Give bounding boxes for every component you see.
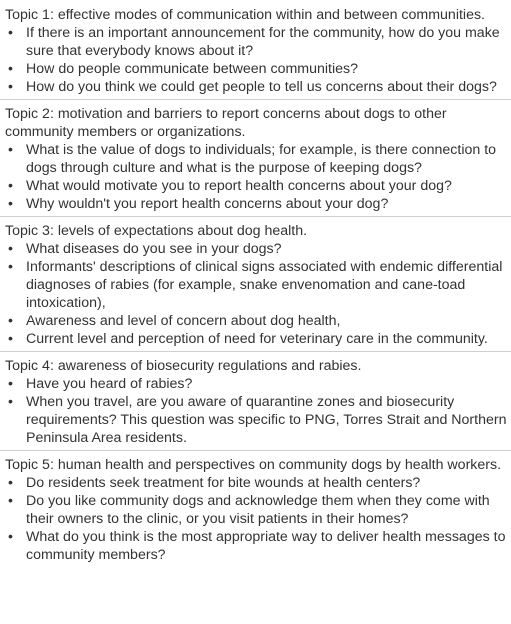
question-list [4,240,507,348]
question-text: Awareness and level of concern about dog health, [26,313,341,329]
question-text: What would motivate you to report health concerns about your dog? [26,178,452,194]
topic-section-1 [0,0,511,99]
list-item [4,528,507,564]
question-text: Do residents seek treatment for bite wounds at health centers? [26,475,421,491]
list-item [4,240,507,258]
question-list [4,24,507,96]
bullet-icon: • [8,493,13,509]
list-item [4,474,507,492]
question-text: How do people communicate between communities? [26,61,359,77]
bullet-icon: • [8,529,13,545]
list-item [4,258,507,312]
list-item [4,393,507,447]
bullet-icon: • [8,241,13,257]
topic-section-4 [0,351,511,450]
bullet-icon: • [8,79,13,95]
question-text: If there is an important announcement for the community, how do you make sure that everybody knows about it? [26,25,500,59]
bullet-icon: • [8,142,13,158]
question-list [4,141,507,213]
question-text: Informants' descriptions of clinical signs associated with endemic differential diagnoses of rabies (for example, snake envenomation and cane-toad intoxication), [26,259,503,311]
question-text: Why wouldn't you report health concerns about your dog? [26,196,389,212]
list-item [4,195,507,213]
question-text: What is the value of dogs to individuals; for example, is there connection to dogs through culture and what is the purpose of keeping dogs? [26,142,497,176]
list-item [4,60,507,78]
question-text: How do you think we could get people to tell us concerns about their dogs? [26,79,497,95]
list-item [4,177,507,195]
topic-title: Topic 2: motivation and barriers to report concerns about dogs to other community members or organizations. [5,106,447,140]
question-text: Current level and perception of need for veterinary care in the community. [26,331,488,347]
bullet-icon: • [8,475,13,491]
bullet-icon: • [8,61,13,77]
topic-section-5 [0,450,511,567]
list-item [4,312,507,330]
question-text: What do you think is the most appropriate way to deliver health messages to community members? [26,529,506,563]
list-item [4,492,507,528]
topic-section-3 [0,216,511,351]
list-item [4,330,507,348]
topic-title: Topic 1: effective modes of communication within and between communities. [5,7,485,23]
list-item [4,141,507,177]
bullet-icon: • [8,394,13,410]
bullet-icon: • [8,313,13,329]
list-item [4,78,507,96]
bullet-icon: • [8,259,13,275]
question-text: When you travel, are you aware of quarantine zones and biosecurity requirements? This question was specific to PNG, Torres Strait and Northern Peninsula Area residents. [26,394,507,446]
topic-section-2 [0,99,511,216]
list-item [4,375,507,393]
bullet-icon: • [8,25,13,41]
question-text: Do you like community dogs and acknowledge them when they come with their owners to the clinic, or you visit patients in their homes? [26,493,490,527]
bullet-icon: • [8,376,13,392]
topic-title: Topic 4: awareness of biosecurity regulations and rabies. [5,358,362,374]
question-text: What diseases do you see in your dogs? [26,241,282,257]
question-text: Have you heard of rabies? [26,376,193,392]
question-list [4,474,507,564]
bullet-icon: • [8,196,13,212]
list-item [4,24,507,60]
bullet-icon: • [8,178,13,194]
bullet-icon: • [8,331,13,347]
question-list [4,375,507,447]
topic-title: Topic 3: levels of expectations about dog health. [5,223,308,239]
topic-title: Topic 5: human health and perspectives on community dogs by health workers. [5,457,502,473]
